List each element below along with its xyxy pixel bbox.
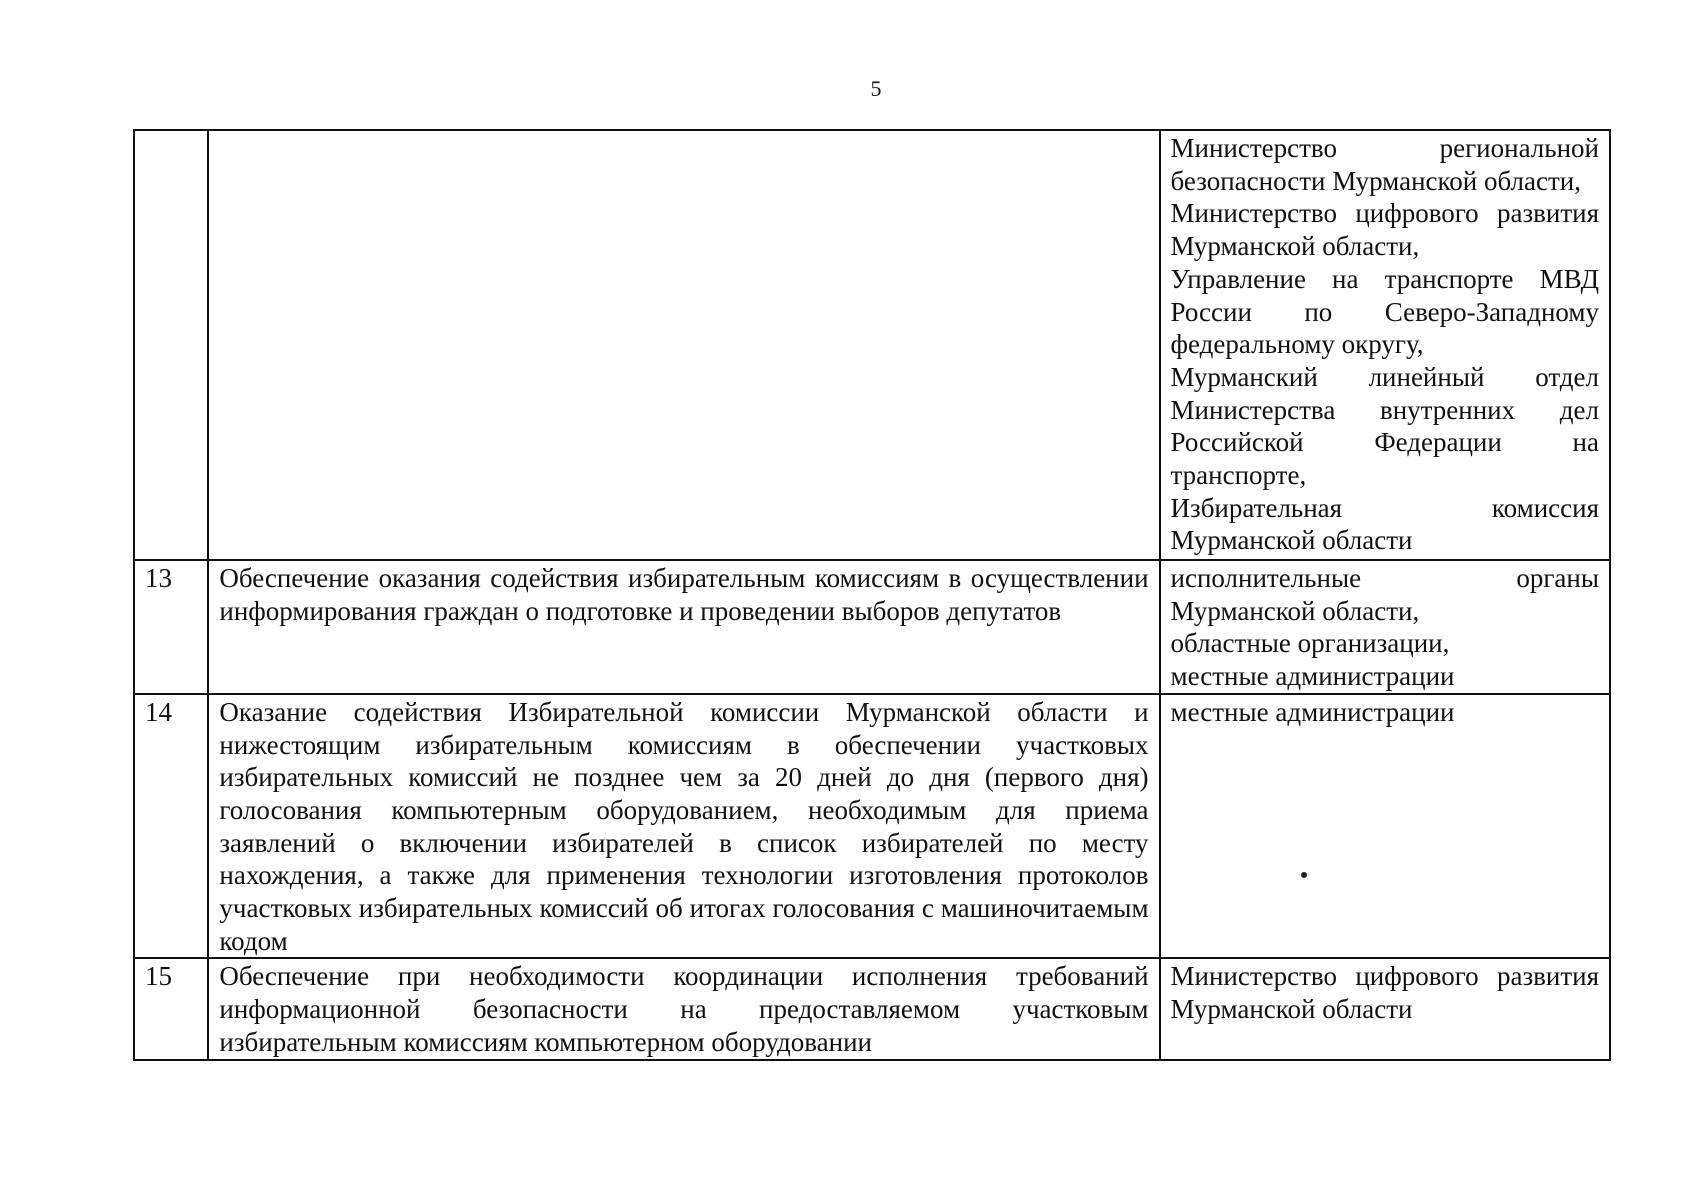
row-number-cell: 13 [134, 560, 208, 694]
responsible-entity: Избирательная комиссия Мурманской области [1170, 492, 1599, 556]
measure-text-cell: Оказание содействия Избирательной комиссии Мурманской области и нижестоящим избирательным комиссиям в обеспечении участковых избирательных комиссий не позднее чем за 20 дней до дня (первого дня) голосования компьютерным оборудованием, необходимым для приема заявлений о включении избирателей в список избирателей по месту нахождения, а также для применения технологии изготовления протоколов участковых избирательных комиссий об итогах голосования с машиночитаемым кодом [208, 694, 1159, 959]
scan-dot-mark [1301, 872, 1307, 878]
responsible-entity: областные организации, [1170, 628, 1450, 659]
measure-text-cell: Обеспечение оказания содействия избирательным комиссиям в осуществлении информирования граждан о подготовке и проведении выборов депутатов [208, 560, 1159, 694]
responsible-entity: Министерство цифрового развития Мурманской области, [1170, 198, 1599, 262]
table-row [134, 958, 1610, 1059]
responsible-entity: Министерство региональной безопасности Мурманской области, [1170, 133, 1599, 196]
measure-text-cell [208, 130, 1159, 560]
responsible-cell [1160, 130, 1610, 560]
responsible-cell [1160, 694, 1610, 959]
responsible-cell [1160, 560, 1610, 694]
responsible-cell [1160, 958, 1610, 1059]
responsible-entity: Мурманский линейный отдел Министерства внутренних дел Российской Федерации на транспорте, [1170, 361, 1599, 491]
responsible-entity: местные администрации [1170, 696, 1455, 727]
row-number-cell [134, 130, 208, 560]
page-number: 5 [870, 76, 882, 101]
row-number-cell: 14 [134, 694, 208, 959]
table-row [134, 560, 1610, 694]
responsible-entity: Министерство цифрового развития Мурманской области [1170, 961, 1599, 1025]
table-row [134, 130, 1610, 560]
table-row [134, 694, 1610, 959]
measure-text-cell: Обеспечение при необходимости координации исполнения требований информационной безопасности на предоставляемом участковым избирательным комиссиям компьютерном оборудовании [208, 958, 1159, 1059]
responsible-entity: Управление на транспорте МВД России по Северо-Западному федеральному округу, [1170, 263, 1599, 360]
responsible-entity: местные администрации [1170, 661, 1455, 692]
row-number-cell: 15 [134, 958, 208, 1059]
measures-table [133, 129, 1611, 1061]
responsible-entity: исполнительные органы Мурманской области, [1170, 563, 1599, 626]
